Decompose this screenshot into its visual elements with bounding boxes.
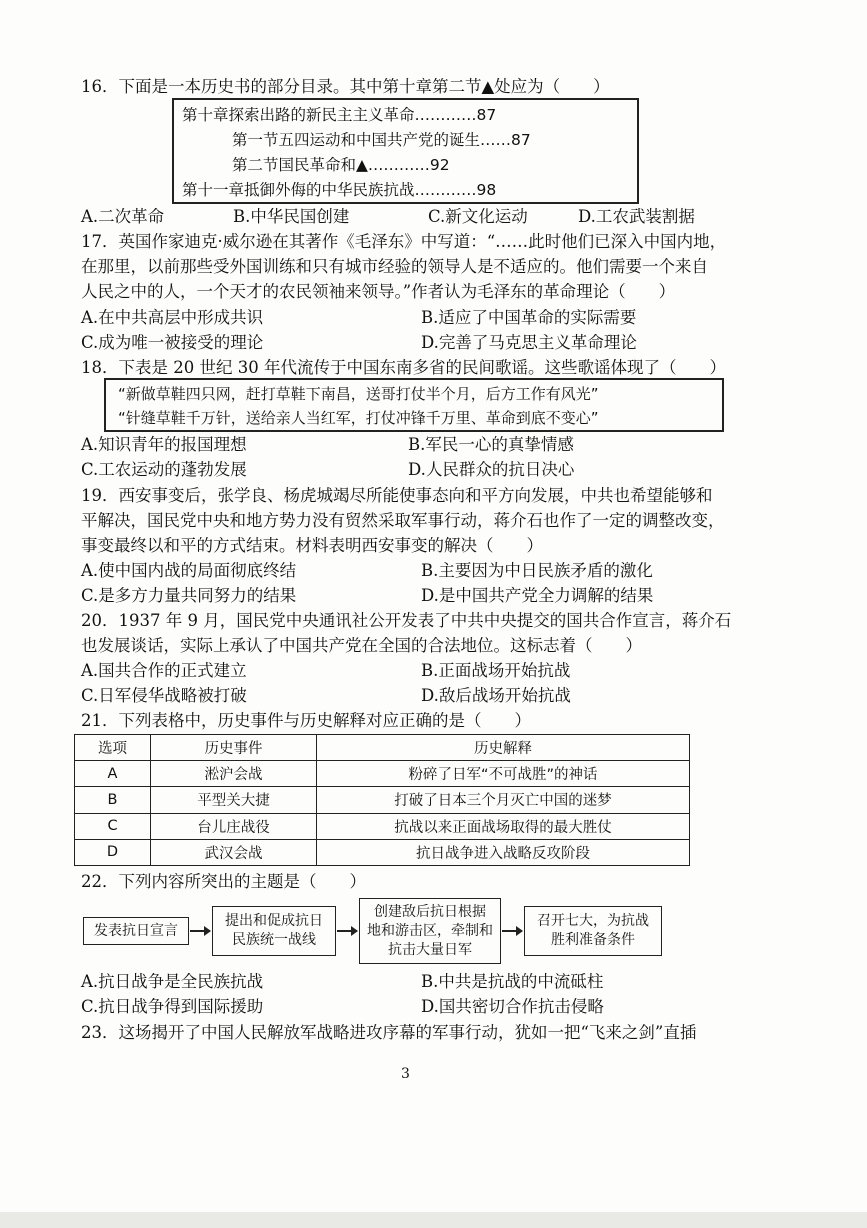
song-line: “新做草鞋四只网，赶打草鞋下南昌，送哥打仗半个月，后方工作有风光” <box>118 385 599 403</box>
q20-option-c: C.日军侵华战略被打破 <box>81 686 247 705</box>
q19-option-d: D.是中国共产党全力调解的结果 <box>421 586 654 605</box>
table-cell: 武汉会战 <box>151 839 317 865</box>
flow-arrow <box>190 930 210 932</box>
toc-line: 第十章探索出路的新民主主义革命…………87 <box>182 106 497 124</box>
table-cell: 台儿庄战役 <box>151 813 317 839</box>
table-header-row <box>75 735 690 761</box>
flow-arrow <box>337 930 357 932</box>
table-header: 选项 <box>75 735 151 761</box>
q16-option-c: C.新文化运动 <box>428 207 528 226</box>
q19-option-b: B.主要因为中日民族矛盾的激化 <box>421 561 653 580</box>
q16-toc-box <box>172 98 639 204</box>
flow-box: 召开七大，为抗战 胜利准备条件 <box>524 906 662 956</box>
table-cell: 淞沪会战 <box>151 761 317 787</box>
q21-stem: 21．下列表格中，历史事件与历史解释对应正确的是（ ） <box>81 711 531 730</box>
q18-stem: 18．下表是 20 世纪 30 年代流传于中国东南多省的民间歌谣。这些歌谣体现了（ ） <box>81 358 726 377</box>
table-cell: 打破了日本三个月灭亡中国的迷梦 <box>317 787 690 813</box>
q17-option-c: C.成为唯一被接受的理论 <box>81 333 264 352</box>
q19-stem-line: 平解决，国民党中央和地方势力没有贸然采取军事行动，蒋介石也作了一定的调整改变， <box>81 511 725 530</box>
q20-option-d: D.敌后战场开始抗战 <box>421 686 571 705</box>
q21-table <box>74 734 690 866</box>
table-cell: D <box>75 839 151 865</box>
q20-stem-line: 也发展谈话，实际上承认了中国共产党在全国的合法地位。这标志着（ ） <box>81 636 642 655</box>
table-row <box>75 787 690 813</box>
flow-box: 发表抗日宣言 <box>83 917 189 945</box>
q18-option-d: D.人民群众的抗日决心 <box>408 460 575 479</box>
table-row <box>75 839 690 865</box>
q23-stem: 23．这场揭开了中国人民解放军战略进攻序幕的军事行动，犹如一把“飞来之剑”直插 <box>81 1023 697 1042</box>
flow-box: 提出和促成抗日 民族统一战线 <box>212 906 336 956</box>
table-header: 历史事件 <box>151 735 317 761</box>
scan-bottom-edge <box>0 1212 867 1228</box>
table-cell: 平型关大捷 <box>151 787 317 813</box>
q22-option-c: C.抗日战争得到国际援助 <box>81 997 264 1016</box>
flow-box: 创建敌后抗日根据 地和游击区，牵制和 抗击大量日军 <box>359 898 501 964</box>
table-row <box>75 813 690 839</box>
table-row <box>75 761 690 787</box>
table-cell: 抗战以来正面战场取得的最大胜仗 <box>317 813 690 839</box>
q18-option-a: A.知识青年的报国理想 <box>81 435 247 454</box>
q18-song-box <box>104 378 724 432</box>
song-line: “针缝草鞋千万针，送给亲人当红军，打仗冲锋千万里、革命到底不变心” <box>118 409 599 427</box>
table-cell: 抗日战争进入战略反攻阶段 <box>317 839 690 865</box>
q19-option-a: A.使中国内战的局面彻底终结 <box>81 561 297 580</box>
q22-stem: 22．下列内容所突出的主题是（ ） <box>81 872 366 891</box>
q22-option-d: D.国共密切合作抗击侵略 <box>421 997 604 1016</box>
table-cell: 粉碎了日军“不可战胜”的神话 <box>317 761 690 787</box>
q20-option-a: A.国共合作的正式建立 <box>81 661 247 680</box>
toc-line: 第十一章抵御外侮的中华民族抗战…………98 <box>182 181 497 199</box>
q17-stem-line: 17．英国作家迪克·威尔逊在其著作《毛泽东》中写道：“……此时他们已深入中国内地， <box>81 232 727 251</box>
q19-stem-line: 事变最终以和平的方式结束。材料表明西安事变的解决（ ） <box>81 536 543 555</box>
q16-option-a: A.二次革命 <box>81 207 165 226</box>
q17-stem-line: 在那里，以前那些受外国训练和只有城市经验的领导人是不适应的。他们需要一个来自 <box>81 257 708 276</box>
toc-line: 第二节国民革命和▲…………92 <box>232 156 450 174</box>
page-number: 3 <box>401 1066 410 1082</box>
q17-option-d: D.完善了马克思主义革命理论 <box>421 333 637 352</box>
q17-option-a: A.在中共高层中形成共识 <box>81 308 264 327</box>
q17-option-b: B.适应了中国革命的实际需要 <box>421 308 637 327</box>
table-cell: C <box>75 813 151 839</box>
q22-option-a: A.抗日战争是全民族抗战 <box>81 972 264 991</box>
table-header: 历史解释 <box>317 735 690 761</box>
q20-stem-line: 20．1937 年 9 月，国民党中央通讯社公开发表了中共中央提交的国共合作宣言，蒋介石 <box>81 611 732 630</box>
flow-arrow <box>502 930 522 932</box>
q19-option-c: C.是多方力量共同努力的结果 <box>81 586 297 605</box>
q18-option-c: C.工农运动的蓬勃发展 <box>81 460 247 479</box>
q17-stem-line: 人民之中的人，一个天才的农民领袖来领导。”作者认为毛泽东的革命理论（ ） <box>81 282 676 301</box>
q18-option-b: B.军民一心的真挚情感 <box>408 435 574 454</box>
table-cell: A <box>75 761 151 787</box>
q16-option-d: D.工农武装割据 <box>578 207 695 226</box>
q20-option-b: B.正面战场开始抗战 <box>421 661 571 680</box>
table-cell: B <box>75 787 151 813</box>
q16-stem: 16．下面是一本历史书的部分目录。其中第十章第二节▲处应为（ ） <box>81 77 610 96</box>
q19-stem-line: 19．西安事变后，张学良、杨虎城竭尽所能使事态向和平方向发展，中共也希望能够和 <box>81 486 713 505</box>
toc-line: 第一节五四运动和中国共产党的诞生……87 <box>232 131 531 149</box>
q22-option-b: B.中共是抗战的中流砥柱 <box>421 972 604 991</box>
q16-option-b: B.中华民国创建 <box>233 207 350 226</box>
